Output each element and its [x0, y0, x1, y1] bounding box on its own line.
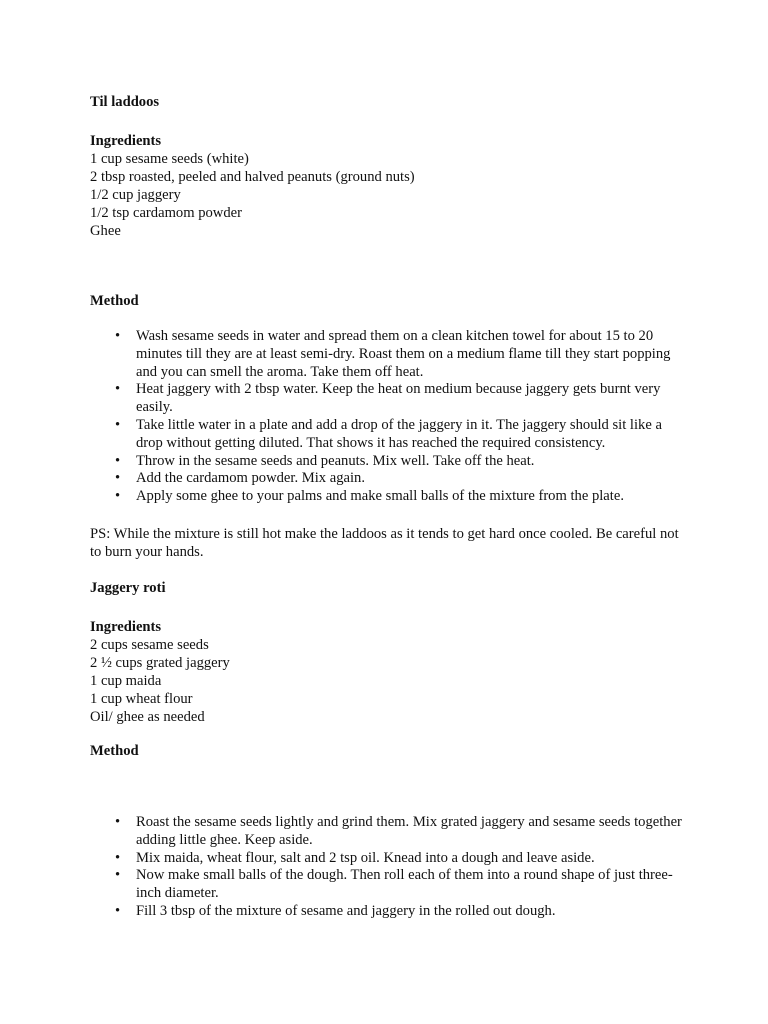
- ingredient-item: 1/2 tsp cardamom powder: [90, 205, 242, 221]
- ingredient-item: Oil/ ghee as needed: [90, 709, 205, 725]
- method-step: • Wash sesame seeds in water and spread them on a clean kitchen towel for about 15 to 20 minutes till they are at least semi-dry. Roast them on a medium flame till they start popping and you can smell the aroma. Take them off heat.: [90, 328, 686, 381]
- ingredient-item: 2 tbsp roasted, peeled and halved peanuts (ground nuts): [90, 169, 415, 185]
- method-step: • Add the cardamom powder. Mix again.: [90, 470, 686, 488]
- ingredient-item: 1 cup wheat flour: [90, 691, 193, 707]
- ingredient-item: 1 cup maida: [90, 673, 162, 689]
- method-heading: Method: [90, 743, 139, 759]
- ingredient-item: Ghee: [90, 223, 121, 239]
- ingredient-item: 1 cup sesame seeds (white): [90, 151, 249, 167]
- method-step: • Throw in the sesame seeds and peanuts. Mix well. Take off the heat.: [90, 453, 686, 471]
- method-step: • Heat jaggery with 2 tbsp water. Keep the heat on medium because jaggery gets burnt very easily.: [90, 381, 686, 417]
- ingredient-item: 1/2 cup jaggery: [90, 187, 181, 203]
- ingredients-block-til-laddoos: [90, 132, 690, 240]
- method-step: • Fill 3 tbsp of the mixture of sesame and jaggery in the rolled out dough.: [90, 903, 686, 921]
- ingredients-heading: Ingredients: [90, 619, 162, 635]
- ingredient-item: 2 cups sesame seeds: [90, 637, 209, 653]
- ingredient-item: 2 ½ cups grated jaggery: [90, 655, 230, 671]
- ps-note: PS: While the mixture is still hot make the laddoos as it tends to get hard once cooled. Be careful not to burn your hands.: [90, 526, 679, 560]
- method-heading: Method: [90, 293, 139, 309]
- recipe-title-jaggery-roti: Jaggery roti: [90, 580, 166, 596]
- method-step: • Roast the sesame seeds lightly and grind them. Mix grated jaggery and sesame seeds together adding little ghee. Keep aside.: [90, 814, 686, 850]
- ingredients-heading: Ingredients: [90, 133, 162, 149]
- ingredients-block-jaggery-roti: [90, 618, 690, 726]
- method-step: • Now make small balls of the dough. Then roll each of them into a round shape of just three-inch diameter.: [90, 867, 686, 903]
- method-step: • Take little water in a plate and add a drop of the jaggery in it. The jaggery should sit like a drop without getting diluted. That shows it has reached the required consistency.: [90, 417, 686, 453]
- method-steps-til-laddoos: [90, 328, 690, 506]
- method-steps-jaggery-roti: [90, 814, 690, 921]
- recipe-title-til-laddoos: Til laddoos: [90, 94, 160, 110]
- method-step: • Apply some ghee to your palms and make small balls of the mixture from the plate.: [90, 488, 686, 506]
- method-step: • Mix maida, wheat flour, salt and 2 tsp oil. Knead into a dough and leave aside.: [90, 850, 686, 868]
